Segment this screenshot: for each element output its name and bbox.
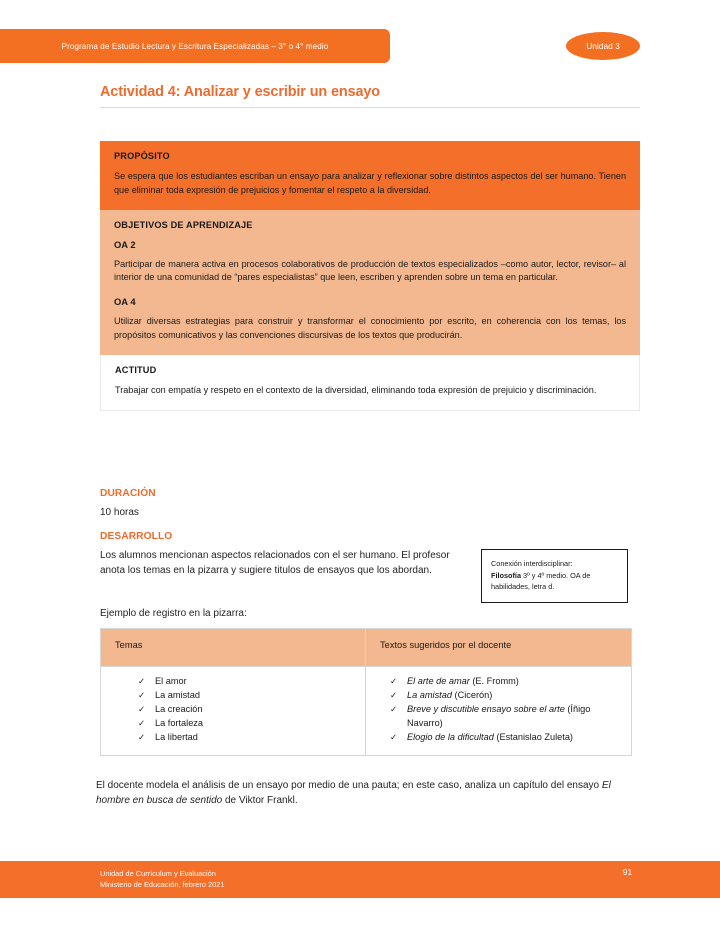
closing-paragraph: [96, 778, 630, 808]
proposito-label: PROPÓSITO: [114, 151, 170, 161]
table-header-textos: Textos sugeridos por el docente: [366, 629, 632, 667]
table-cell-temas: [101, 667, 366, 756]
book-title: El hombre en busca de sentido: [96, 780, 611, 806]
tema-label: La creación: [155, 703, 203, 714]
objetivos-label: OBJETIVOS DE APRENDIZAJE: [114, 219, 253, 230]
check-icon: ✓: [390, 731, 398, 742]
list-item: [111, 689, 355, 703]
desarrollo-heading: DESARROLLO: [100, 531, 173, 542]
closing-text-after: de Viktor Frankl.: [222, 795, 298, 806]
texto-titulo: Elogio de la dificultad: [407, 731, 494, 742]
footer-line-2: Ministerio de Educación, febrero 2021: [100, 880, 225, 890]
check-icon: ✓: [138, 689, 146, 700]
program-title: Programa de Estudio Lectura y Escritura Especializadas – 3° o 4° medio: [61, 41, 329, 51]
check-icon: ✓: [390, 689, 398, 700]
check-icon: ✓: [138, 676, 146, 686]
table-cell-textos: [366, 667, 632, 756]
actitud-label: ACTITUD: [115, 364, 157, 375]
check-icon: ✓: [390, 676, 398, 686]
list-item: [111, 731, 355, 745]
footer-line-1: Unidad de Currículum y Evaluación: [100, 869, 216, 878]
texto-autor: (Estanislao Zuleta): [493, 731, 573, 742]
oa2-label: OA 2: [114, 238, 136, 250]
table-header-row: [101, 629, 632, 667]
actitud-text: Trabajar con empatía y respeto en el contexto de la diversidad, eliminando toda expresión de prejuicio y discriminación.: [115, 384, 597, 395]
page-title: Actividad 4: Analizar y escribir un ensayo: [100, 84, 380, 100]
conexion-subject: Filosofía: [491, 570, 521, 580]
unit-badge-label: Unidad 3: [586, 41, 620, 51]
list-item: [376, 731, 621, 745]
tema-label: El amor: [155, 676, 187, 686]
table-header-temas: Temas: [101, 629, 366, 667]
conexion-line2: 3º y 4º medio. OA de habilidades, letra d.: [491, 570, 591, 592]
check-icon: ✓: [390, 703, 398, 714]
list-item: [376, 675, 621, 689]
footer-organization: [100, 868, 224, 890]
proposito-block: [100, 141, 640, 210]
unit-badge: [566, 32, 640, 60]
texto-autor: (E. Fromm): [469, 676, 519, 686]
oa2-text: Participar de manera activa en procesos colaborativos de producción de textos especializados –como autor, lector, revisor– al interior de una comunidad de “pares especialistas” que leen, escriben y aprenden sobre un tema en particular.: [114, 258, 626, 283]
tema-label: La amistad: [155, 689, 200, 700]
actitud-block: [100, 355, 640, 411]
page-number: 91: [622, 868, 632, 877]
conexion-interdisciplinar-box: [481, 549, 628, 603]
list-item: [111, 703, 355, 717]
tema-label: La fortaleza: [155, 717, 204, 728]
list-item: [111, 675, 355, 689]
textos-list: [376, 675, 621, 745]
closing-text-before: El docente modela el análisis de un ensayo por medio de una pauta; en este caso, analiza un capítulo del ensayo: [96, 780, 602, 791]
texto-titulo: El arte de amar: [407, 676, 470, 686]
conexion-text: [491, 558, 619, 593]
duracion-value: 10 horas: [100, 507, 139, 518]
texto-autor: (Cicerón): [451, 689, 493, 700]
ejemplo-label: Ejemplo de registro en la pizarra:: [100, 608, 247, 619]
list-item: [111, 717, 355, 731]
texto-autor: (Íñigo Navarro): [407, 703, 591, 728]
learning-info-panel: [100, 141, 640, 411]
tema-label: La libertad: [155, 731, 198, 742]
oa4-label: OA 4: [114, 296, 136, 308]
texto-titulo: Breve y discutible ensayo sobre el arte: [407, 703, 565, 714]
list-item: [376, 689, 621, 703]
program-header-bar: [0, 29, 390, 63]
texto-titulo: La amistad: [407, 689, 452, 700]
check-icon: ✓: [138, 717, 146, 728]
table-row: [101, 667, 632, 756]
check-icon: ✓: [138, 703, 146, 714]
title-divider: [100, 107, 640, 108]
objetivos-block: [100, 210, 640, 355]
oa4-text: Utilizar diversas estrategias para construir y transformar el conocimiento por escrito, en coherencia con los temas, los propósitos comunicativos y las convenciones discursivas de los textos que producirán.: [114, 316, 626, 341]
proposito-text: Se espera que los estudiantes escriban un ensayo para analizar y reflexionar sobre distintos aspectos del ser humano. Tienen que eliminar toda expresión de prejuicios y fomentar el respeto a la diversidad.: [114, 171, 626, 195]
check-icon: ✓: [138, 731, 146, 742]
list-item: [376, 703, 621, 731]
duracion-heading: DURACIÓN: [100, 488, 156, 499]
pizarra-table: [100, 628, 632, 756]
temas-list: [111, 675, 355, 745]
desarrollo-paragraph: Los alumnos mencionan aspectos relacionados con el ser humano. El profesor anota los temas en la pizarra y sugiere titulos de ensayos que los abordan.: [100, 550, 450, 576]
conexion-line1: Conexión interdisciplinar:: [491, 559, 573, 568]
